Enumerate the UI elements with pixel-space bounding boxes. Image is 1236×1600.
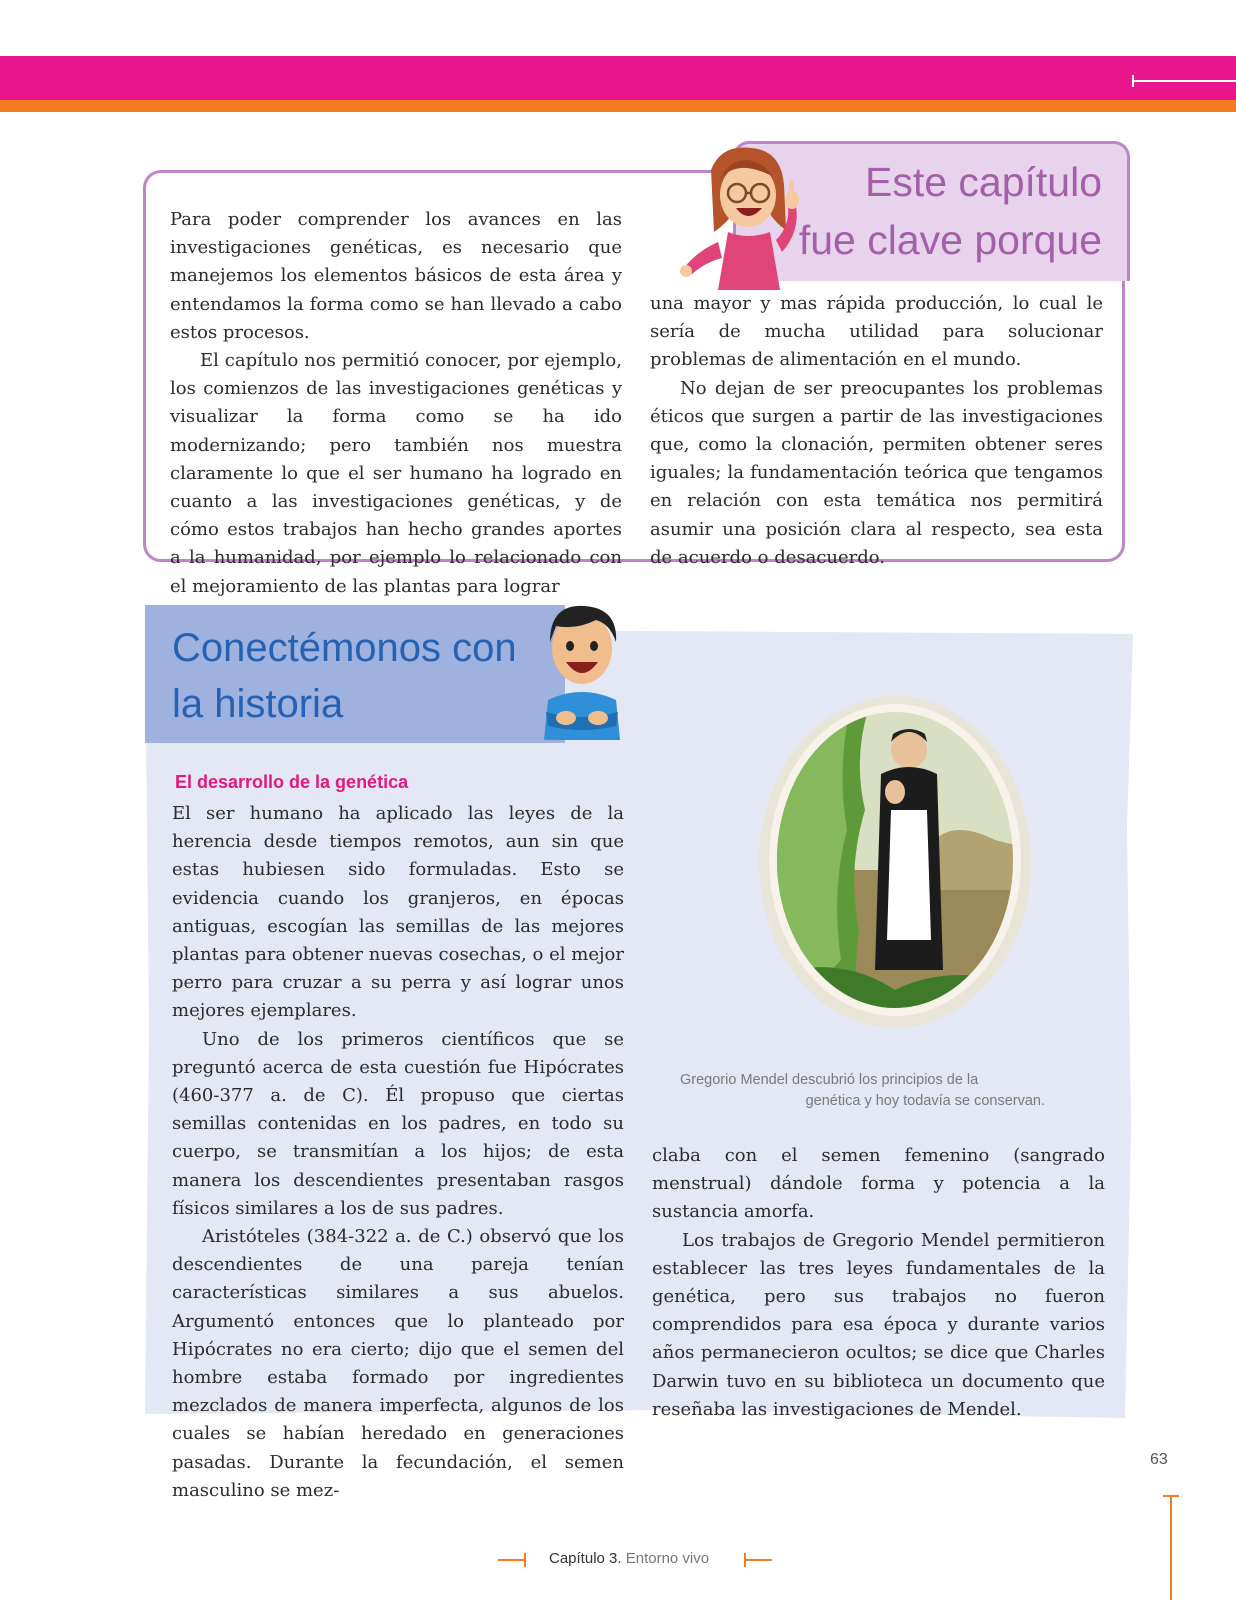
history-column-right bbox=[652, 1142, 1105, 1424]
footer-chapter-name: Entorno vivo bbox=[625, 1550, 710, 1567]
footer-right-mark bbox=[744, 1559, 772, 1561]
history-paragraph: Los trabajos de Gregorio Mendel permitieron establecer las tres leyes fundamentales de la genética, pero sus trabajos no fueron comprendidos para esa época y durante varios años permanecieron ocultos; se dice que Charles Darwin tuvo en su biblioteca un documento que reseñaba las investigaciones de Mendel. bbox=[652, 1229, 1105, 1420]
side-margin-line bbox=[1170, 1495, 1172, 1600]
top-band-line bbox=[1132, 80, 1236, 82]
boy-illustration bbox=[536, 600, 628, 740]
history-paragraph: El ser humano ha aplicado las leyes de la herencia desde tiempos remotos, aun sin que estas hubiesen sido formuladas. Esto se evidencia cuando los granjeros, en épocas antiguas, escogían las semillas de las mejores plantas para obtener nuevas cosechas, o el mejor perro para cruzar a su perra y así lograr unos mejores ejemplares. bbox=[172, 803, 624, 1022]
footer-left-mark bbox=[498, 1559, 526, 1561]
summary-column-right bbox=[650, 290, 1103, 572]
history-column-left bbox=[172, 800, 624, 1505]
footer-left-tick bbox=[524, 1553, 526, 1567]
summary-paragraph: Para poder comprender los avances en las investigaciones genéticas, es necesario que manejemos los elementos básicos de esta área y entendamos la forma como se han llevado a cabo estos procesos. bbox=[170, 209, 622, 343]
footer-chapter-number: Capítulo 3. bbox=[549, 1550, 622, 1567]
section-subheading: El desarrollo de la genética bbox=[175, 772, 409, 792]
history-paragraph: Aristóteles (384-322 a. de C.) observó que los descendientes de una pareja tenían características similares a sus abuelos. Argumentó entonces que lo planteado por Hipócrates no era cierto; dijo que el semen del hombre estaba formado por ingredientes mezclados de manera imperfecta, algunos de los cuales se habían heredado en generaciones pasadas. Durante la fecundación, el semen masculino se mez- bbox=[172, 1226, 624, 1501]
history-title: Conectémonos con la historia bbox=[172, 626, 517, 726]
footer-chapter bbox=[549, 1550, 709, 1567]
image-caption: Gregorio Mendel descubrió los principios de la genética y hoy todavía se conservan. bbox=[680, 1072, 1045, 1109]
summary-paragraph: No dejan de ser preocupantes los problemas éticos que surgen a partir de las investigaciones que, como la clonación, permiten obtener seres iguales; la fundamentación teórica que tengamos en relación con esta temática nos permitirá asumir una posición clara al respecto, sea esta de acuerdo o desacuerdo. bbox=[650, 377, 1103, 568]
summary-column-left bbox=[170, 206, 622, 601]
page-number: 63 bbox=[1150, 1451, 1168, 1468]
history-paragraph: claba con el semen femenino (sangrado menstrual) dándole forma y potencia a la sustancia amorfa. bbox=[652, 1145, 1105, 1223]
summary-title: Este capítulo fue clave porque bbox=[798, 159, 1102, 263]
mendel-illustration bbox=[755, 690, 1035, 1030]
history-paragraph: Uno de los primeros científicos que se preguntó acerca de esta cuestión fue Hipócrates (460-377 a. de C). Él propuso que ciertas semillas contenidas en los padres, en todo su cuerpo, se transmitían a los hijos; de esta manera los descendientes presentaban rasgos físicos similares a los de sus padres. bbox=[172, 1028, 624, 1219]
summary-paragraph: una mayor y mas rápida producción, lo cual le sería de mucha utilidad para solucionar problemas de alimentación en el mundo. bbox=[650, 293, 1103, 371]
summary-paragraph: El capítulo nos permitió conocer, por ejemplo, los comienzos de las investigaciones genéticas y visualizar la forma como se ha ido modernizando; pero también nos muestra claramente lo que el ser humano ha logrado en cuanto a las investigaciones genéticas, y de cómo estos trabajos han hecho grandes aportes a la humanidad, por ejemplo lo relacionado con el mejoramiento de las plantas para lograr bbox=[170, 350, 622, 597]
girl-illustration bbox=[676, 140, 826, 290]
top-orange-band bbox=[0, 100, 1236, 112]
top-pink-band bbox=[0, 56, 1236, 100]
side-margin-tick bbox=[1163, 1495, 1179, 1497]
top-band-tick bbox=[1132, 75, 1134, 87]
